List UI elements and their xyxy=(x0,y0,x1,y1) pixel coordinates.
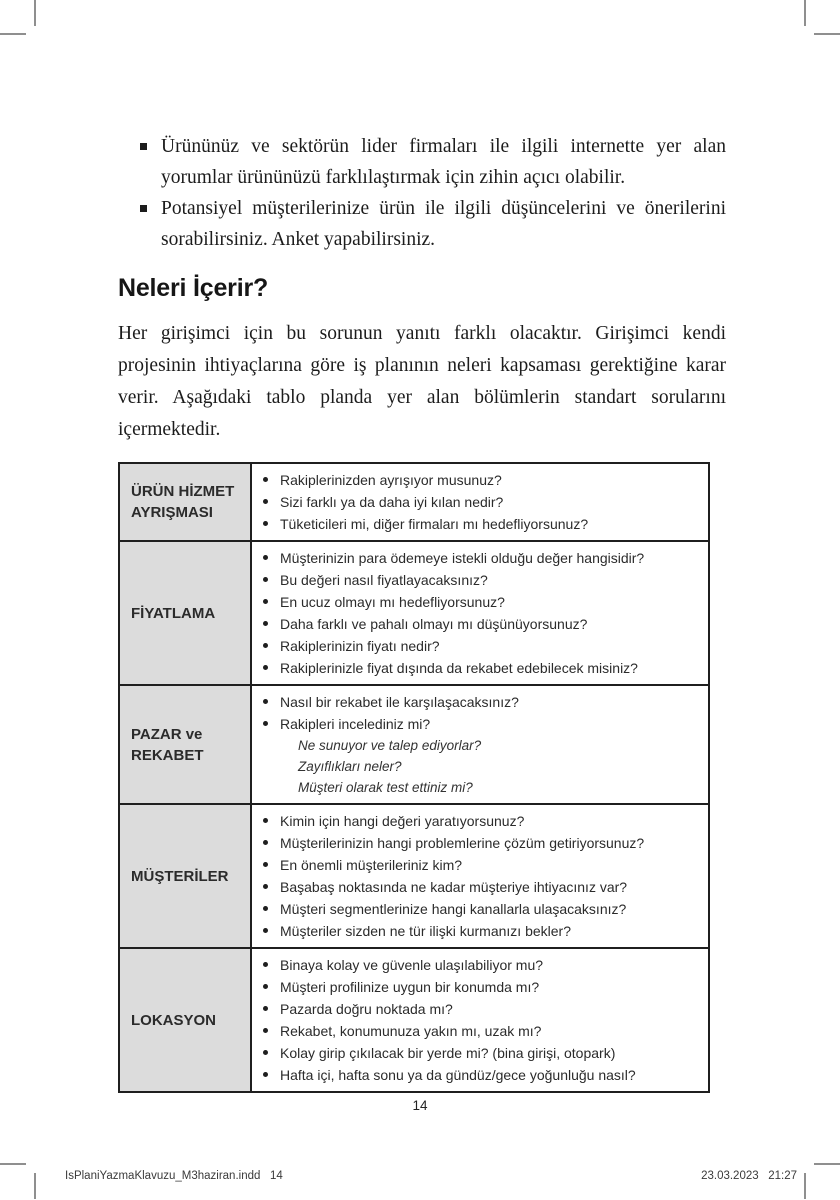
dot-bullet-icon xyxy=(263,555,268,560)
content-table-body xyxy=(119,463,709,1092)
question-subitem: Zayıflıkları neler? xyxy=(298,759,402,774)
question-text: Pazarda doğru noktada mı? xyxy=(280,1001,453,1017)
dot-bullet-icon xyxy=(263,577,268,582)
question-text: Müşteri segmentlerinize hangi kanallarla ulaşacaksınız? xyxy=(280,901,627,917)
question-item xyxy=(252,998,700,1020)
row-questions-cell xyxy=(251,685,709,804)
row-questions-cell xyxy=(251,948,709,1092)
dot-bullet-icon xyxy=(263,884,268,889)
table-row xyxy=(119,541,709,685)
crop-mark-bottom-right-v xyxy=(804,1173,806,1199)
question-item xyxy=(252,854,700,876)
question-text: Rakipleri incelediniz mi? xyxy=(280,716,431,732)
question-text: Kolay girip çıkılacak bir yerde mi? (bina girişi, otopark) xyxy=(280,1045,616,1061)
dot-bullet-icon xyxy=(263,699,268,704)
question-text: Daha farklı ve pahalı olmayı mı düşünüyorsunuz? xyxy=(280,616,588,632)
question-text: Nasıl bir rekabet ile karşılaşacaksınız? xyxy=(280,694,519,710)
question-text: Rakiplerinizden ayrışıyor musunuz? xyxy=(280,472,502,488)
table-row xyxy=(119,948,709,1092)
dot-bullet-icon xyxy=(263,840,268,845)
question-item xyxy=(252,810,700,832)
crop-mark-bottom-left-v xyxy=(34,1173,36,1199)
question-item xyxy=(252,832,700,854)
section-paragraph: Her girişimci için bu sorunun yanıtı farklı olacaktır. Girişimci kendi projesinin ihtiyaçlarına göre iş planının neleri kapsaması gerektiğine karar verir. Aşağıdaki tablo planda yer alan bölümlerin standart sorularını içermektedir. xyxy=(118,323,726,440)
question-item xyxy=(252,920,700,942)
intro-bullet-item xyxy=(118,193,726,255)
question-text: Tüketicileri mi, diğer firmaları mı hedefliyorsunuz? xyxy=(280,516,589,532)
question-item xyxy=(252,513,700,535)
dot-bullet-icon xyxy=(263,599,268,604)
question-text: Rekabet, konumunuza yakın mı, uzak mı? xyxy=(280,1023,542,1039)
dot-bullet-icon xyxy=(263,984,268,989)
question-item xyxy=(252,469,700,491)
table-row xyxy=(119,685,709,804)
crop-mark-top-left-h xyxy=(0,33,26,35)
dot-bullet-icon xyxy=(263,1006,268,1011)
question-item xyxy=(252,1064,700,1086)
question-text: En ucuz olmayı mı hedefliyorsunuz? xyxy=(280,594,505,610)
dot-bullet-icon xyxy=(263,962,268,967)
crop-mark-bottom-left-h xyxy=(0,1163,26,1165)
table-row xyxy=(119,804,709,948)
dot-bullet-icon xyxy=(263,906,268,911)
question-item xyxy=(252,635,700,657)
dot-bullet-icon xyxy=(263,818,268,823)
content-table xyxy=(118,462,710,1093)
question-text: Müşterilerinizin hangi problemlerine çözüm getiriyorsunuz? xyxy=(280,835,645,851)
question-text: Müşteriler sizden ne tür ilişki kurmanızı bekler? xyxy=(280,923,571,939)
question-text: En önemli müşterileriniz kim? xyxy=(280,857,463,873)
question-subitem: Ne sunuyor ve talep ediyorlar? xyxy=(298,738,482,753)
question-text: Müşteri profilinize uygun bir konumda mı? xyxy=(280,979,540,995)
question-item xyxy=(252,954,700,976)
square-bullet-icon xyxy=(140,205,147,212)
question-item xyxy=(252,547,700,569)
section-heading: Neleri İçerir? xyxy=(118,274,269,302)
row-questions-cell xyxy=(251,541,709,685)
question-item xyxy=(252,657,700,679)
question-item xyxy=(252,876,700,898)
footer-filename: IsPlaniYazmaKlavuzu_M3haziran.indd 14 xyxy=(65,1170,283,1182)
question-text: Başabaş noktasında ne kadar müşteriye ihtiyacınız var? xyxy=(280,879,628,895)
question-item xyxy=(252,569,700,591)
question-item xyxy=(252,713,700,735)
question-text: Rakiplerinizle fiyat dışında da rekabet edebilecek misiniz? xyxy=(280,660,638,676)
dot-bullet-icon xyxy=(263,643,268,648)
question-item xyxy=(252,898,700,920)
question-item xyxy=(252,976,700,998)
question-text: Binaya kolay ve güvenle ulaşılabiliyor mu? xyxy=(280,957,544,973)
dot-bullet-icon xyxy=(263,499,268,504)
row-questions-cell xyxy=(251,463,709,541)
question-text: Bu değeri nasıl fiyatlayacaksınız? xyxy=(280,572,488,588)
square-bullet-icon xyxy=(140,143,147,150)
dot-bullet-icon xyxy=(263,521,268,526)
dot-bullet-icon xyxy=(263,477,268,482)
page-number: 14 xyxy=(412,1098,428,1113)
dot-bullet-icon xyxy=(263,1072,268,1077)
row-header-cell: ÜRÜN HİZMET AYRIŞMASI xyxy=(119,463,251,541)
question-item xyxy=(252,691,700,713)
crop-mark-top-right-h xyxy=(814,33,840,35)
crop-mark-top-left-v xyxy=(34,0,36,26)
question-item xyxy=(252,1020,700,1042)
question-text: Hafta içi, hafta sonu ya da gündüz/gece yoğunluğu nasıl? xyxy=(280,1067,636,1083)
footer-timestamp: 23.03.2023 21:27 xyxy=(701,1170,797,1182)
dot-bullet-icon xyxy=(263,721,268,726)
dot-bullet-icon xyxy=(263,862,268,867)
table-row xyxy=(119,463,709,541)
row-header-cell: LOKASYON xyxy=(119,948,251,1092)
question-text: Müşterinizin para ödemeye istekli olduğu değer hangisidir? xyxy=(280,550,645,566)
question-text: Sizi farklı ya da daha iyi kılan nedir? xyxy=(280,494,504,510)
intro-bullet-text: Potansiyel müşterilerinize ürün ile ilgili düşüncelerini ve önerilerini sorabilirsiniz. Anket yapabilirsiniz. xyxy=(161,198,726,250)
row-questions-cell xyxy=(251,804,709,948)
row-header-cell: PAZAR ve REKABET xyxy=(119,685,251,804)
dot-bullet-icon xyxy=(263,665,268,670)
dot-bullet-icon xyxy=(263,928,268,933)
row-header-cell: MÜŞTERİLER xyxy=(119,804,251,948)
question-item xyxy=(252,491,700,513)
intro-list xyxy=(118,131,726,255)
dot-bullet-icon xyxy=(263,1050,268,1055)
crop-mark-bottom-right-h xyxy=(814,1163,840,1165)
dot-bullet-icon xyxy=(263,621,268,626)
question-text: Rakiplerinizin fiyatı nedir? xyxy=(280,638,440,654)
question-item xyxy=(252,613,700,635)
question-text: Kimin için hangi değeri yaratıyorsunuz? xyxy=(280,813,525,829)
dot-bullet-icon xyxy=(263,1028,268,1033)
intro-bullet-item xyxy=(118,131,726,193)
question-item xyxy=(252,1042,700,1064)
row-header-cell: FİYATLAMA xyxy=(119,541,251,685)
intro-bullet-text: Ürününüz ve sektörün lider firmaları ile ilgili internette yer alan yorumlar ürününüzü farklılaştırmak için zihin açıcı olabilir. xyxy=(161,136,726,188)
question-subitem: Müşteri olarak test ettiniz mi? xyxy=(298,780,473,795)
question-item xyxy=(252,591,700,613)
crop-mark-top-right-v xyxy=(804,0,806,26)
